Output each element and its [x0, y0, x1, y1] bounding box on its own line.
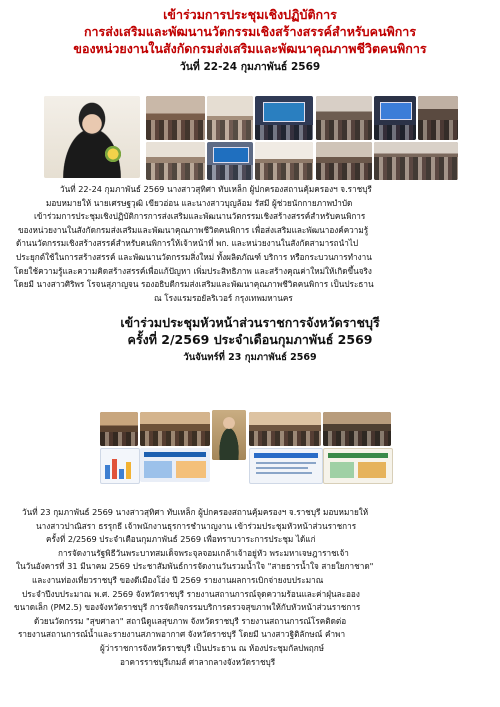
para2-line: การจัดงานรัฐพิธีวันพระบาทสมเด็จพระจุลจอมเกล้าเจ้าอยู่หัว พระมหาเจษฎาราชเจ้า — [58, 547, 349, 558]
event-photo-10 — [316, 142, 372, 180]
para2-line: ด้วยนวัตกรรม "สุขศาลา" สถานีดูแลสุขภาพ จังหวัดราชบุรี รายงานสถานการณ์โรคติดต่อ — [34, 615, 347, 626]
event-photo-5 — [374, 96, 416, 140]
portrait-photo — [44, 96, 140, 178]
para2-line: อาคารราชบุรีเกมส์ ศาลากลางจังหวัดราชบุรี — [120, 656, 276, 667]
slide-photo-2 — [140, 448, 210, 482]
para2-line: ผู้ว่าราชการจังหวัดราชบุรี เป็นประธาน ณ ห้องประชุมกัลปพฤกษ์ — [100, 642, 325, 653]
para1-line: โดยใช้ความรู้และความคิดสร้างสรรค์เพื่อแก้ปัญหา เพิ่มประสิทธิภาพ และสร้างคุณค่าใหม่ให้เกิดขึ้นจริง — [14, 265, 372, 276]
meeting-photo-1 — [100, 412, 138, 446]
event-photo-1 — [146, 96, 205, 140]
meeting-photo-4 — [323, 412, 391, 446]
event-photo-8 — [207, 142, 253, 180]
section1-title-line2: การส่งเสริมและพัฒนานวัตกรรมเชิงสร้างสรรค์สำหรับคนพิการ — [83, 24, 417, 39]
section2-title-line1: เข้าร่วมประชุมหัวหน้าส่วนราชการจังหวัดราชบุรี — [120, 315, 380, 330]
section1-title-line3: ของหน่วยงานในสังกัดกรมส่งเสริมและพัฒนาคุณภาพชีวิตคนพิการ — [73, 41, 427, 56]
para1-line: ณ โรงแรมรอยัลริเวอร์ กรุงเทพมหานคร — [154, 292, 293, 303]
event-photo-group — [374, 142, 458, 180]
section1-date: วันที่ 22-24 กุมภาพันธ์ 2569 — [179, 61, 321, 73]
para1-line: ของหน่วยงานในสังกัดกรมส่งเสริมและพัฒนาคุณภาพชีวิตคนพิการ เพื่อส่งเสริมและพัฒนาองค์ความรู้ — [18, 224, 369, 235]
para2-line: ขนาดเล็ก (PM2.5) ของจังหวัดราชบุรี การจัดกิจกรรมบริการตรวจสุขภาพให้กับหัวหน้าส่วนราชการ — [14, 602, 361, 613]
para2-line: และงานท่องเที่ยวราชบุรี ของดีเมืองโอ่ง ปี 2569 รายงานผลการเบิกจ่ายงบประมาณ — [32, 574, 324, 585]
meeting-photo-2 — [140, 412, 210, 446]
section2-date: วันจันทร์ที่ 23 กุมภาพันธ์ 2569 — [183, 352, 317, 363]
para2-line: ครั้งที่ 2/2569 ประจำเดือนกุมภาพันธ์ 2569 เพื่อทราบวาระการประชุม ได้แก่ — [46, 534, 316, 545]
section1-heading — [0, 6, 500, 75]
section2-paragraph — [14, 506, 490, 669]
event-photo-7 — [146, 142, 205, 180]
slide-chart-photo-1 — [100, 448, 140, 484]
event-photo-3 — [255, 96, 313, 140]
para1-line: เข้าร่วมการประชุมเชิงปฏิบัติการการส่งเสริมและพัฒนานวัตกรรมเชิงสร้างสรรค์สำหรับคนพิการ — [34, 211, 366, 222]
event-photo-6 — [418, 96, 458, 140]
meeting-photo-3 — [249, 412, 321, 446]
para1-line: ประยุกต์ใช้ในการสร้างสรรค์ และพัฒนานวัตกรรมสิ่งใหม่ ทั้งผลิตภัณฑ์ บริการ หรือกระบวนการทำงาน — [16, 251, 372, 262]
para1-line: โดยมี นางสาวศิริพร โรจนสุภาญจน รองอธิบดีกรมส่งเสริมและพัฒนาคุณภาพชีวิตคนพิการ เป็นประธาน — [14, 279, 374, 290]
para2-line: ประจำปีงบประมาณ พ.ศ. 2569 จังหวัดราชบุรี รายงานสถานการณ์จุดความร้อนและค่าฝุ่นละออง — [22, 588, 360, 599]
para1-line: มอบหมายให้ นายเศรษฐวุฒิ เขียวอ่อน และนางสาวบุญล้อม รัสมี ผู้ช่วยนักกายภาพบำบัด — [46, 197, 353, 208]
para2-line: วันที่ 23 กุมภาพันธ์ 2569 นางสาวสุทิศา ทับเหล็ก ผู้ปกครองสถานคุ้มครองฯ จ.ราชบุรี มอบหมายให้ — [22, 507, 369, 517]
event-photo-9 — [255, 142, 313, 180]
section2-title-line2: ครั้งที่ 2/2569 ประจำเดือนกุมภาพันธ์ 2569 — [127, 332, 373, 347]
para1-line: วันที่ 22-24 กุมภาพันธ์ 2569 นางสาวสุทิศา ทับเหล็ก ผู้ปกครองสถานคุ้มครองฯ จ.ราชบุรี — [60, 184, 372, 194]
official-portrait-photo — [212, 410, 246, 460]
event-photo-4 — [316, 96, 372, 140]
para2-line: นางสาวปาณิสรา ธรรุกธี เจ้าพนักงานธุรการชำนาญงาน เข้าร่วมประชุมหัวหน้าส่วนราชการ — [36, 520, 357, 531]
slide-photo-3 — [249, 448, 323, 484]
slide-photo-4 — [323, 448, 393, 484]
section2-heading — [0, 314, 500, 365]
event-photo-2 — [207, 96, 253, 140]
section1-title-line1: เข้าร่วมการประชุมเชิงปฏิบัติการ — [163, 7, 337, 22]
para1-line: ด้านนวัตกรรมเชิงสร้างสรรค์สำหรับคนพิการให้เจ้าหน้าที่ พก. และหน่วยงานในสังกัดสามารถนำไป — [16, 238, 359, 249]
section1-paragraph — [14, 183, 486, 305]
para2-line: รายงานสถานการณ์น้ำและรายงานสภาพอากาศ จังหวัดราชบุรี โดยมี นางสาวฐิติลักษณ์ คำพา — [18, 629, 346, 640]
para2-line: ในวันอังคารที่ 31 มีนาคม 2569 ประชาสัมพันธ์การจัดงานวันรวมน้ำใจ "สายธารน้ำใจ สายใยกาชาด" — [16, 561, 374, 572]
